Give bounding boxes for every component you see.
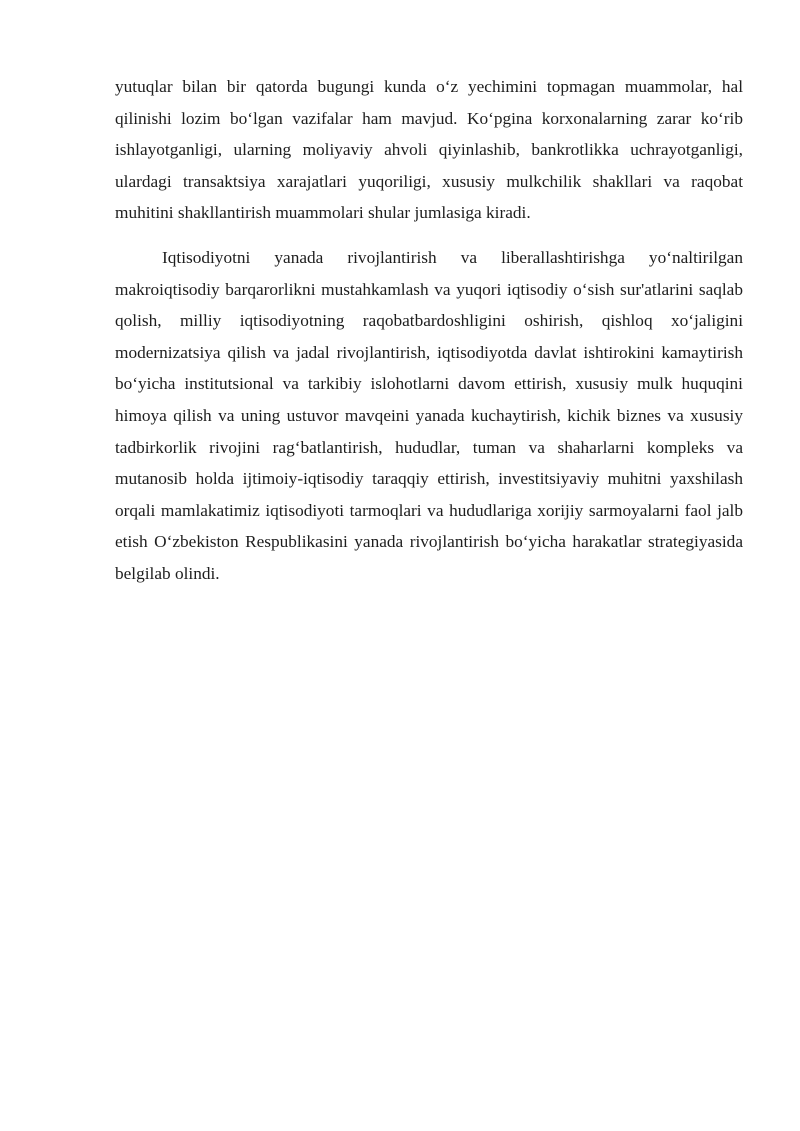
document-body (115, 71, 743, 590)
paragraph-strategy: Iqtisodiyotni yanada rivojlantirish va liberallashtirishga yo‘naltirilgan makroiqtisodiy barqarorlikni mustahkamlash va yuqori iqtisodiy o‘sish sur'atlarini saqlab qolish, milliy iqtisodiyotning raqobatbardoshligini oshirish, qishloq xo‘jaligini modernizatsiya qilish va jadal rivojlantirish, iqtisodiyotda davlat ishtirokini kamaytirish bo‘yicha institutsional va tarkibiy islohotlarni davom ettirish, xususiy mulk huquqini himoya qilish va uning ustuvor mavqeini yanada kuchaytirish, kichik biznes va xususiy tadbirkorlik rivojini rag‘batlantirish, hududlar, tuman va shaharlarni kompleks va mutanosib holda ijtimoiy-iqtisodiy taraqqiy ettirish, investitsiyaviy muhitni yaxshilash orqali mamlakatimiz iqtisodiyoti tarmoqlari va hududlariga xorijiy sarmoyalarni faol jalb etish O‘zbekiston Respublikasini yanada rivojlantirish bo‘yicha harakatlar strategiyasida belgilab olindi. (115, 247, 743, 583)
paragraph-continuation: yutuqlar bilan bir qatorda bugungi kunda o‘z yechimini topmagan muammolar, hal qilinishi lozim bo‘lgan vazifalar ham mavjud. Ko‘pgina korxonalarning zarar ko‘rib ishlayotganligi, ularning moliyaviy ahvoli qiyinlashib, bankrotlikka uchrayotganligi, ulardagi transaktsiya xarajatlari yuqoriligi, xususiy mulkchilik shakllari va raqobat muhitini shakllantirish muammolari shular jumlasiga kiradi. (115, 77, 743, 223)
